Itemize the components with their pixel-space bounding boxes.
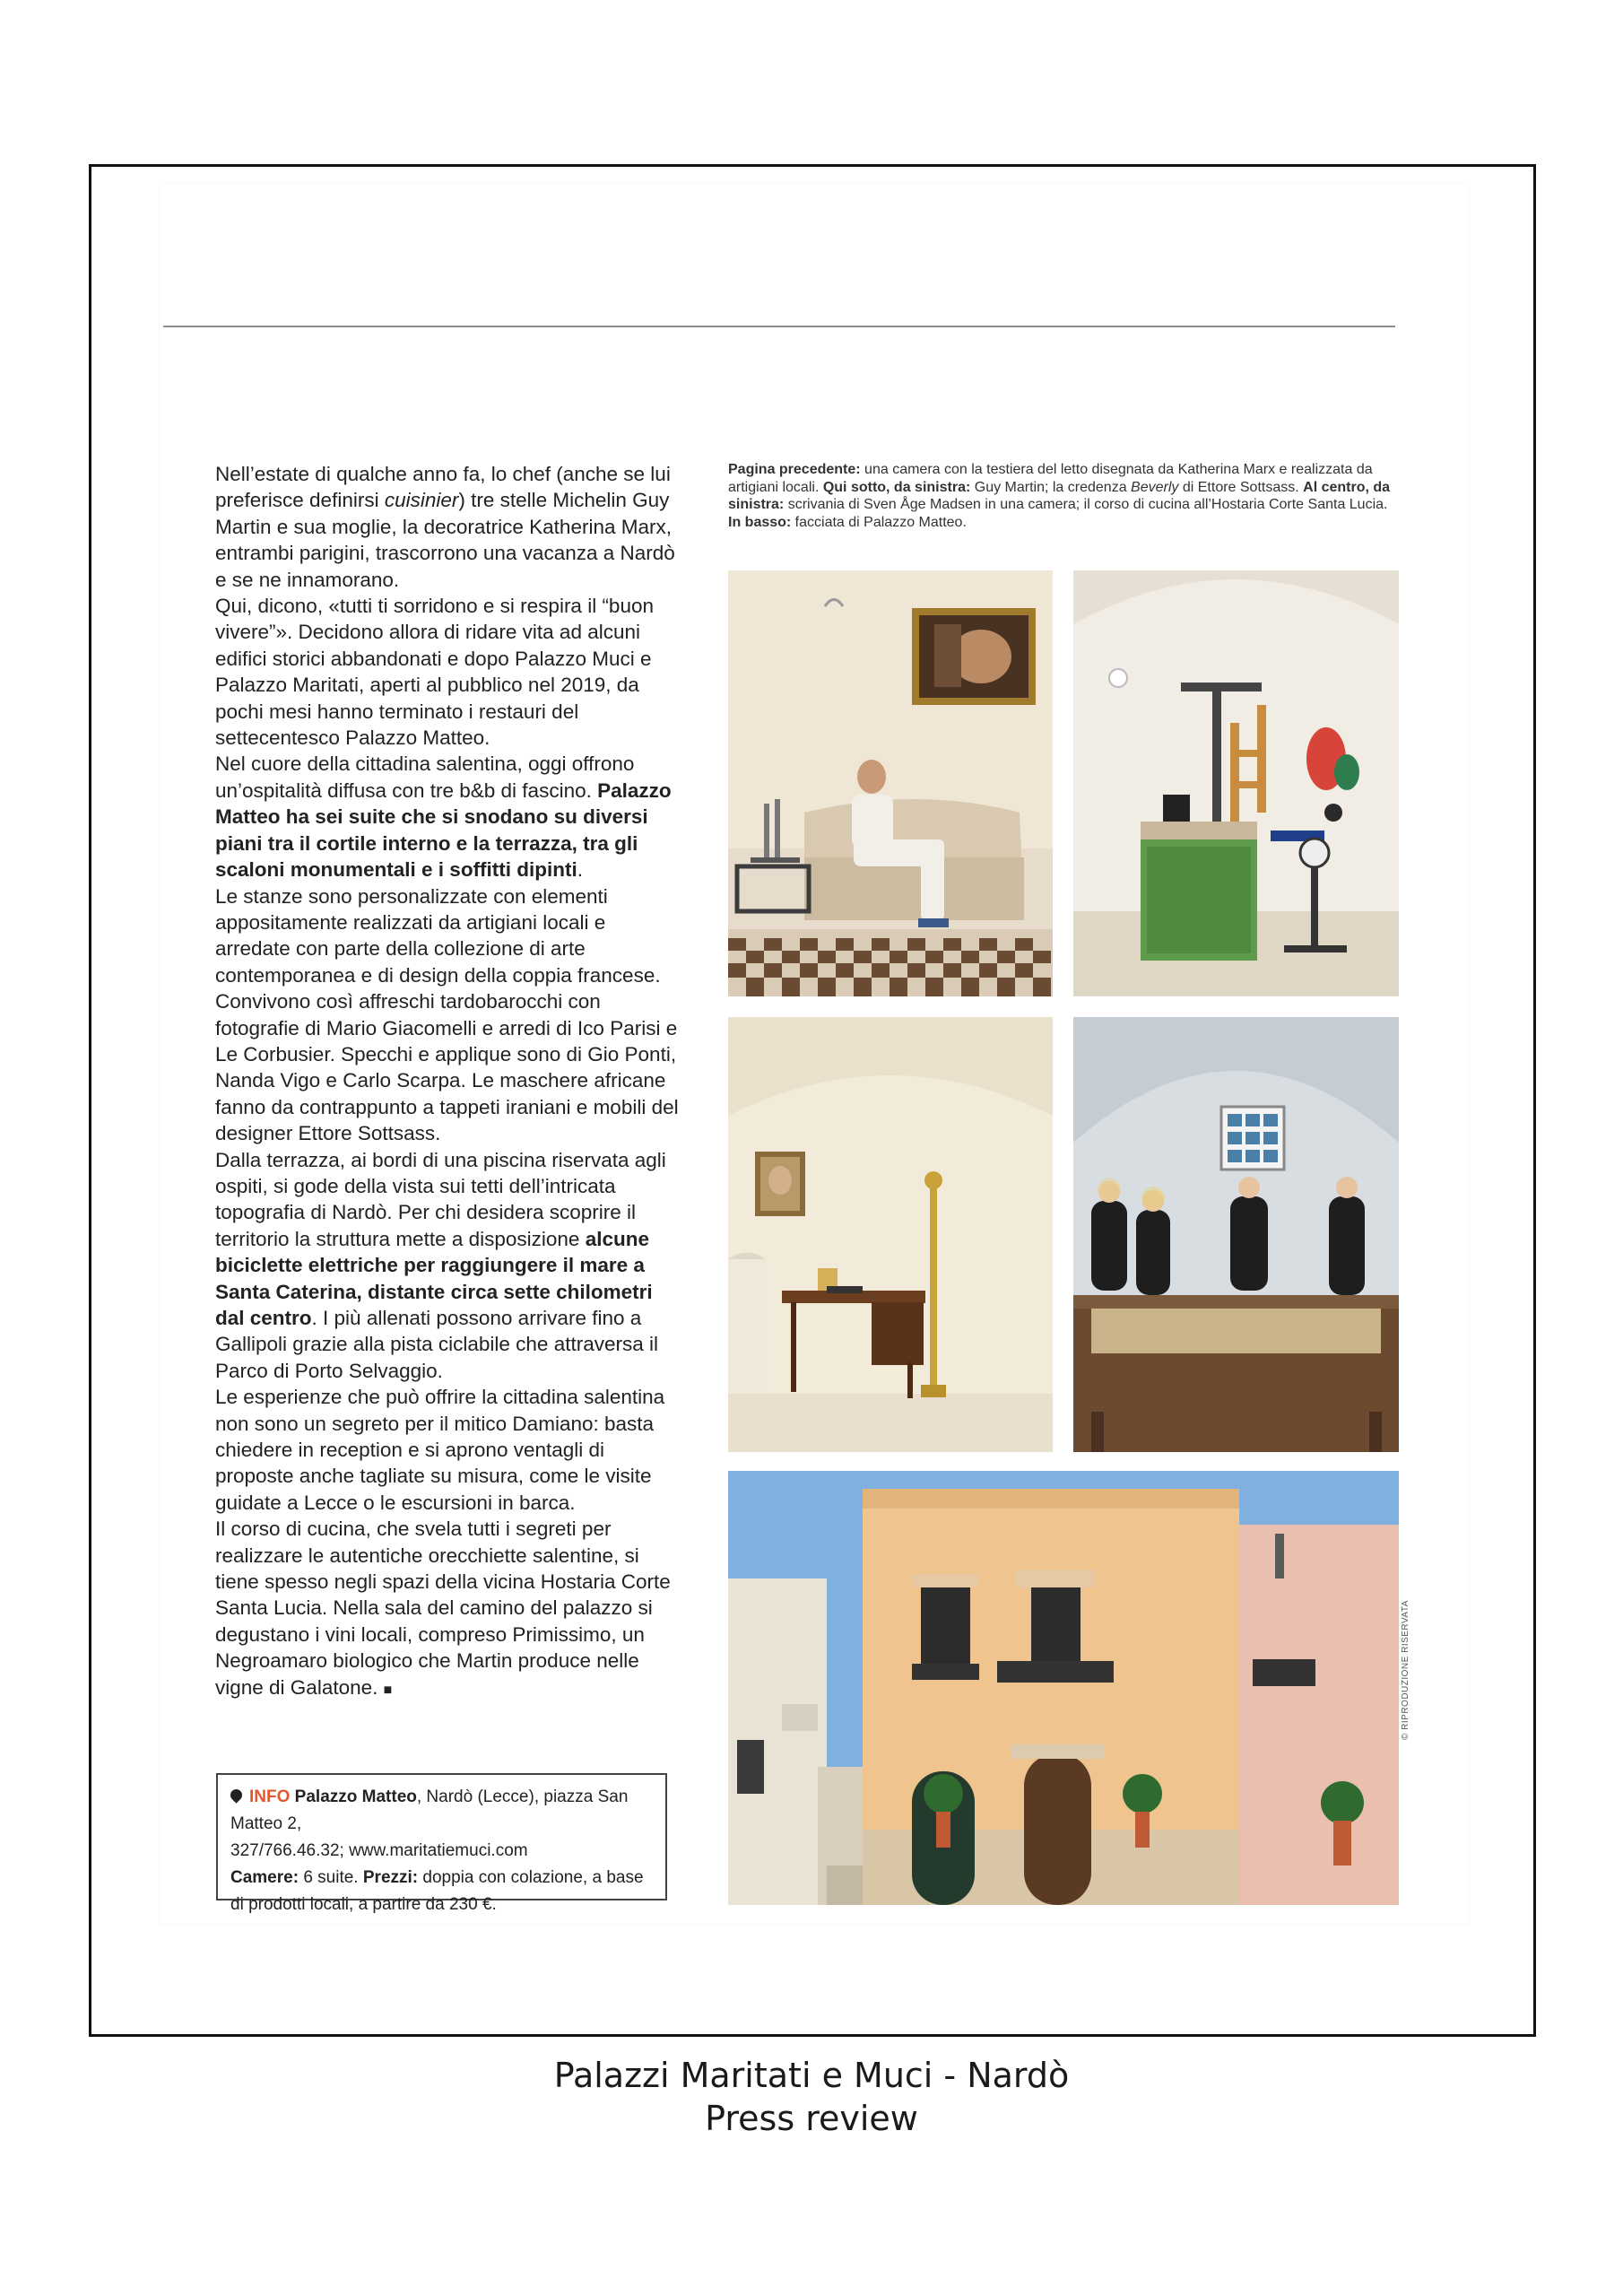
caption-text	[728, 461, 1401, 531]
info-line-1	[230, 1784, 653, 1838]
caption-run: Al centro, da sinistra:	[728, 479, 1391, 512]
caption-run: scrivania di Sven Åge Madsen in una camera; il corso di cucina all’Hostaria Corte Santa Lucia.	[784, 497, 1388, 512]
article-paragraph	[215, 1384, 681, 1516]
article-text-run: Le esperienze che può offrire la cittadina salentina non sono un segreto per il mitico Damiano: basta chiedere in reception e si aprono ventagli di proposte anche tagliate su misura, come le visite guidate a Lecce o le escursioni in barca.	[215, 1386, 665, 1514]
article-text-run: Qui, dicono, «tutti ti sorridono e si respira il “buon vivere”». Decidono allora di ridare vita ad alcuni edifici storici abbandonati e dopo Palazzo Muci e Palazzo Maritati, aperti al pubblico nel 2019, da pochi mesi hanno terminato i restauri del settecentesco Palazzo Matteo.	[215, 595, 654, 750]
caption-run: Qui sotto, da sinistra:	[822, 479, 971, 495]
caption-run: una camera con la testiera del letto disegnata da Katherina Marx e realizzata da artigiani locali.	[728, 462, 1373, 495]
footer-title: Palazzi Maritati e Muci - Nardò	[553, 2056, 1070, 2095]
article-text-run: Le stanze sono personalizzate con elementi appositamente realizzati da artigiani locali e arredate con parte della collezione di arte contemporanea e di design della coppia francese. Convivono così affreschi tardobarocchi con fotografie di Mario Giacomelli e arredi di Ico Parisi e Le Corbusier. Specchi e applique sono di Gio Ponti, Nanda Vigo e Carlo Scarpa. Le maschere africane fanno da contrappunto a tappeti iraniani e mobili del designer Ettore Sottsass.	[215, 884, 679, 1145]
info-run: di prodotti locali, a partire da 230 €.	[230, 1895, 497, 1914]
article-paragraph	[215, 751, 681, 883]
photo-cooking-class	[1073, 1017, 1399, 1452]
caption-run: Pagina precedente:	[728, 462, 861, 477]
article-text-run: cuisinier	[384, 489, 459, 512]
footer-subtitle: Press review	[705, 2099, 918, 2138]
article-text-run: Dalla terrazza, ai bordi di una piscina riservata agli ospiti, si gode della vista sui tetti dell’intricata topografia di Nardò. Per chi desidera scoprire il territorio la struttura mette a disposizione	[215, 1148, 666, 1250]
info-line-2	[230, 1838, 653, 1865]
article-text-run: Nell’estate di qualche anno fa, lo chef (anche se lui preferisce definirsi	[215, 463, 671, 512]
article-paragraph	[215, 883, 681, 1147]
article-text-run: .	[577, 858, 584, 882]
article-body	[215, 461, 681, 1703]
article-text-run: Il corso di cucina, che svela tutti i segreti per realizzare le autentiche orecchiette salentine, si tiene spesso negli spazi della vicina Hostaria Corte Santa Lucia. Nella sala del camino del palazzo si degustano i vini locali, compreso Primissimo, un Negroamaro biologico che Martin produce nelle vigne di Galatone.	[215, 1518, 671, 1699]
caption-run: In basso:	[728, 514, 792, 530]
article-paragraph	[215, 593, 681, 751]
info-run: Palazzo Matteo	[294, 1787, 417, 1806]
article-paragraph	[215, 1147, 681, 1385]
info-run: , Nardò (Lecce), piazza San Matteo 2,	[230, 1787, 629, 1833]
info-run: INFO	[249, 1787, 291, 1806]
location-pin-icon	[228, 1787, 244, 1803]
info-line-4	[230, 1892, 653, 1918]
photo-madsen-desk	[728, 1017, 1053, 1452]
photo-guy-martin	[728, 570, 1053, 996]
info-run: 327/766.46.32; www.maritatiemuci.com	[230, 1841, 528, 1860]
info-run: doppia con colazione, a base	[418, 1868, 644, 1887]
photo-beverly-sideboard	[1073, 570, 1399, 996]
caption-run: Guy Martin; la credenza	[970, 479, 1132, 495]
photo-credit: © RIPRODUZIONE RISERVATA	[1401, 1600, 1410, 1740]
info-run: Prezzi:	[362, 1868, 419, 1887]
photo-caption	[728, 461, 1401, 531]
article-paragraph	[215, 1516, 681, 1703]
article-paragraph	[215, 461, 681, 593]
info-run: 6 suite.	[299, 1868, 363, 1887]
article-text-run: alcune biciclette elettriche per raggiungere il mare a Santa Caterina, distante circa sette chilometri dal centro	[215, 1227, 653, 1329]
info-line-3	[230, 1865, 653, 1892]
article-text-run: ) tre stelle Michelin Guy Martin e sua moglie, la decoratrice Katherina Marx, entrambi parigini, trascorrono una vacanza a Nardò e se ne innamorano.	[215, 489, 675, 591]
info-box	[216, 1773, 667, 1914]
photo-palazzo-facade	[728, 1471, 1399, 1905]
caption-run: di Ettore Sottsass.	[1178, 479, 1304, 495]
caption-run: facciata di Palazzo Matteo.	[791, 514, 967, 530]
info-run: Camere:	[230, 1868, 299, 1887]
article-text-run: Nel cuore della cittadina salentina, oggi offrono un’ospitalità diffusa con tre b&b di fascino.	[215, 752, 635, 802]
caption-run: Beverly	[1131, 479, 1179, 495]
article-text-run: Palazzo Matteo ha sei suite che si snodano su diversi piani tra il cortile interno e la terrazza, tra gli scaloni monumentali e i soffitti dipinti	[215, 778, 672, 882]
header-rule	[163, 326, 1395, 327]
article-text-run: ■	[383, 1682, 393, 1698]
article-text-run: . I più allenati possono arrivare fino a Gallipoli grazie alla pista ciclabile che attraversa il Parco di Porto Selvaggio.	[215, 1307, 658, 1382]
